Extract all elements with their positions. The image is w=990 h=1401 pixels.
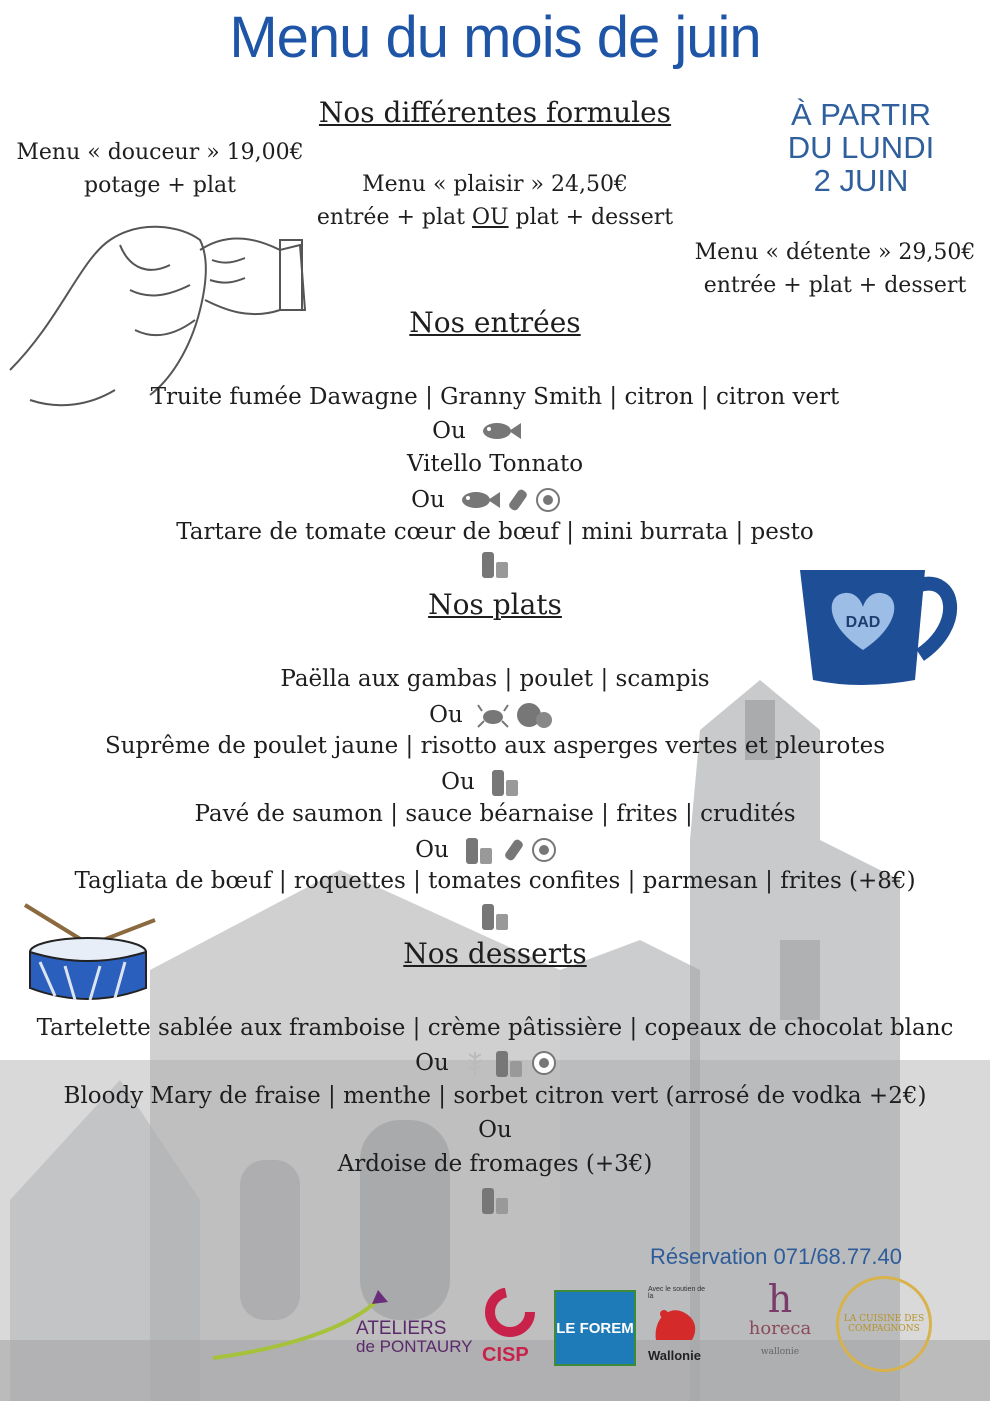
allergen-row xyxy=(0,548,990,580)
milk-icon xyxy=(478,548,512,580)
formules-heading: Nos différentes formules xyxy=(318,96,672,129)
milk-icon xyxy=(478,1184,512,1216)
entree-item-1: Truite fumée Dawagne | Granny Smith | citron | citron vert xyxy=(150,384,840,410)
separator-row: Ou xyxy=(0,485,990,515)
milk-icon xyxy=(462,834,496,866)
milk-icon xyxy=(478,900,512,932)
milk-icon xyxy=(492,1047,526,1079)
separator-row: Ou xyxy=(0,766,990,798)
menu-plaisir: Menu « plaisir » 24,50€ entrée + plat OU plat + dessert xyxy=(316,172,674,230)
dessert-item-2: Bloody Mary de fraise | menthe | sorbet citron vert (arrosé de vodka +2€) xyxy=(63,1083,927,1109)
crab-icon xyxy=(476,701,510,729)
separator-row: Ou xyxy=(0,418,990,444)
allergen-row xyxy=(0,1184,990,1216)
milk-icon xyxy=(488,766,522,798)
logo-horeca: h horeca wallonie xyxy=(748,1277,812,1357)
separator-row: Ou xyxy=(0,834,990,866)
plat-item-2: Suprême de poulet jaune | risotto aux asperges vertes et pleurotes xyxy=(104,733,886,759)
logo-cisp: CISP xyxy=(482,1288,552,1368)
plats-heading: Nos plats xyxy=(428,588,562,621)
egg-icon xyxy=(534,486,562,514)
dessert-item-3: Ardoise de fromages (+3€) xyxy=(337,1151,653,1177)
egg-icon xyxy=(530,1049,558,1077)
entree-item-2: Vitello Tonnato xyxy=(406,451,584,477)
wheat-icon xyxy=(462,1048,488,1078)
mustard-bottle-icon xyxy=(504,485,530,515)
date-badge: À PARTIR DU LUNDI 2 JUIN xyxy=(787,97,935,198)
menu-douceur: Menu « douceur » 19,00€ potage + plat xyxy=(16,140,304,198)
allergen-row xyxy=(0,900,990,932)
separator-row: Ou xyxy=(0,1047,990,1079)
entrees-heading: Nos entrées xyxy=(409,306,581,339)
plat-item-1: Paëlla aux gambas | poulet | scampis xyxy=(280,666,710,692)
fish-icon xyxy=(458,488,500,512)
reservation-phone: Réservation 071/68.77.40 xyxy=(650,1244,902,1269)
menu-detente: Menu « détente » 29,50€ entrée + plat + dessert xyxy=(694,240,976,298)
logo-le-forem: LE FOREM xyxy=(554,1290,636,1366)
entree-item-3: Tartare de tomate cœur de bœuf | mini burrata | pesto xyxy=(176,519,814,545)
sulphite-icon xyxy=(514,700,554,730)
separator-row: Ou xyxy=(0,700,990,730)
plat-item-3: Pavé de saumon | sauce béarnaise | frites | crudités xyxy=(194,801,796,827)
mustard-bottle-icon xyxy=(500,835,526,865)
logo-ateliers-pontaury: ATELIERS de PONTAURY xyxy=(208,1288,478,1368)
page-title: Menu du mois de juin xyxy=(229,5,761,70)
mug-label: DAD xyxy=(845,614,881,631)
separator-row: Ou xyxy=(478,1117,512,1143)
logo-cuisine-des-compagnons: LA CUISINE DES COMPAGNONS xyxy=(836,1276,932,1372)
egg-icon xyxy=(530,836,558,864)
desserts-heading: Nos desserts xyxy=(403,937,587,970)
logo-wallonie: Avec le soutien de la Wallonie xyxy=(648,1286,706,1363)
plat-item-4: Tagliata de bœuf | roquettes | tomates confites | parmesan | frites (+8€) xyxy=(74,868,916,894)
dessert-item-1: Tartelette sablée aux framboise | crème pâtissière | copeaux de chocolat blanc xyxy=(36,1015,954,1041)
fish-icon xyxy=(479,419,521,443)
